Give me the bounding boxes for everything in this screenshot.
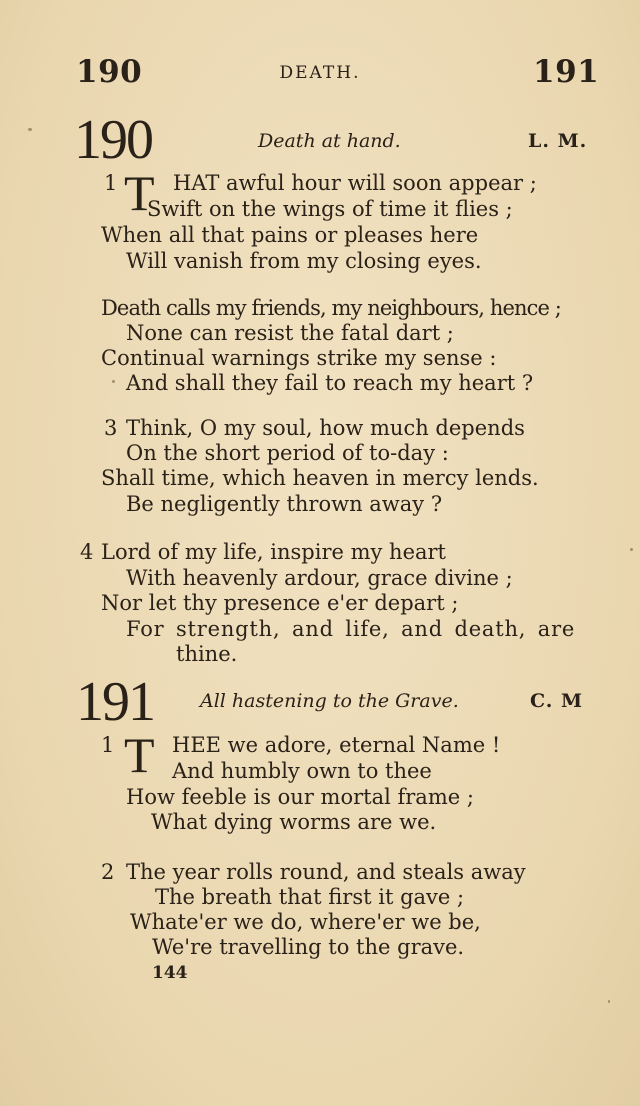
verse-line: We're travelling to the grave. [152,935,465,959]
hymn-meter: C. M [530,690,584,712]
verse-line: And shall they fail to reach my heart ? [126,371,534,395]
verse-line: Shall time, which heaven in mercy lends. [101,466,539,490]
verse-line: None can resist the fatal dart ; [126,321,454,345]
stanza-number: 1 [101,733,115,757]
verse-line: When all that pains or pleases here [101,223,479,247]
verse-line: thine. [176,642,238,666]
hymn-title: All hastening to the Grave. [200,690,459,712]
verse-line: HEE we adore, eternal Name ! [172,733,501,757]
verse-line: Be negligently thrown away ? [126,492,443,516]
verse-line: Nor let thy presence e'er depart ; [101,591,459,615]
verse-line: Think, O my soul, how much depends [126,416,525,440]
drop-cap: T [124,727,155,783]
verse-line: The year rolls round, and steals away [126,860,526,884]
running-head-title: DEATH. [279,63,361,83]
verse-line: Will vanish from my closing eyes. [126,249,482,273]
running-head-right-number: 191 [533,54,600,90]
running-head-left-number: 190 [76,54,143,90]
verse-line: Death calls my friends, my neighbours, hence ; [101,296,561,320]
verse-line: How feeble is our mortal frame ; [126,785,474,809]
paper-speck [630,548,633,551]
verse-line: For strength, and life, and death, are [126,617,576,641]
hymn-number: 191 [76,671,154,733]
hymn-number: 190 [74,109,152,171]
verse-line: With heavenly ardour, grace divine ; [126,566,513,590]
drop-cap: T [124,165,155,221]
verse-line: What dying worms are we. [151,810,437,834]
hymn-title: Death at hand. [258,130,401,152]
verse-line: Lord of my life, inspire my heart [101,540,446,564]
paper-speck [28,128,32,131]
page-number: 144 [152,963,188,983]
paper-speck [112,380,115,383]
verse-line: HAT awful hour will soon appear ; [173,171,537,195]
verse-line: The breath that first it gave ; [155,885,465,909]
stanza-number: 4 [80,540,94,564]
stanza-number: 3 [104,416,118,440]
paper-speck [608,1000,610,1003]
verse-line: And humbly own to thee [172,759,432,783]
hymn-meter: L. M. [528,130,588,152]
verse-line: Continual warnings strike my sense : [101,346,497,370]
verse-line: Swift on the wings of time it flies ; [147,197,513,221]
verse-line: On the short period of to-day : [126,441,449,465]
stanza-number: 2 [101,860,115,884]
stanza-number: 1 [104,171,118,195]
verse-line: Whate'er we do, where'er we be, [130,910,481,934]
